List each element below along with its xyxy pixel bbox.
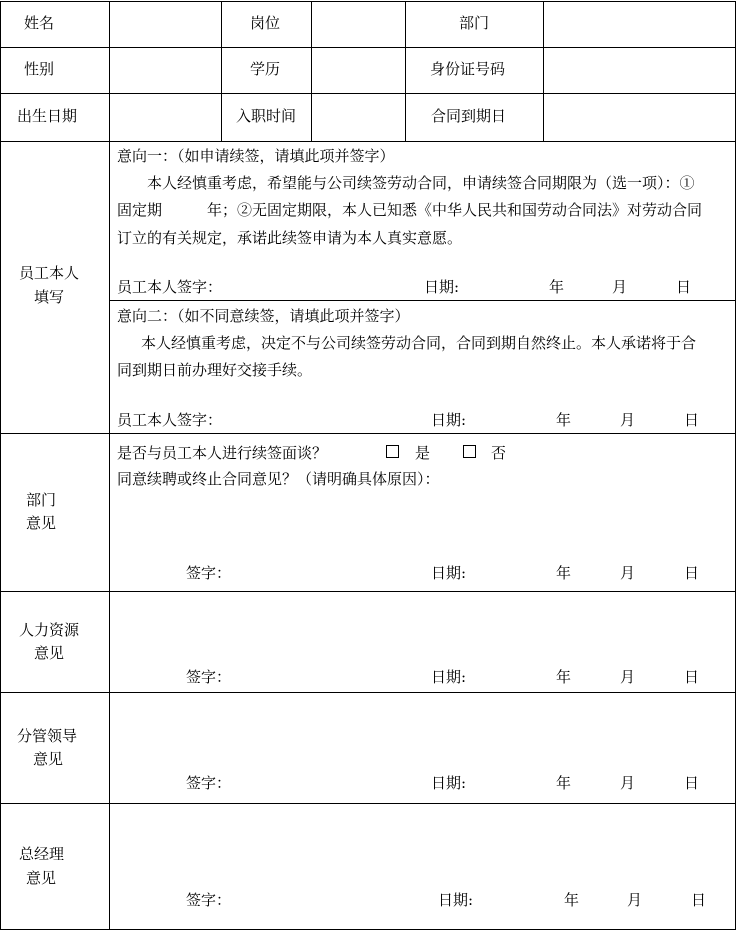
border-row6 — [0, 692, 736, 693]
gm-month: 月 — [627, 891, 643, 909]
id-number-field[interactable] — [545, 49, 734, 92]
hr-signature-label: 签字： — [186, 668, 232, 686]
option2-title: 意向二：（如不同意续签，请填此项并签字） — [117, 307, 410, 325]
gm-day: 日 — [691, 891, 707, 909]
leader-date-label: 日期: — [431, 774, 467, 792]
department-opinion-label: 部门 — [26, 491, 57, 509]
option1-title: 意向一：（如申请续签，请填此项并签字） — [117, 147, 395, 165]
leader-opinion-label: 分管领导 — [17, 727, 78, 745]
option1-month: 月 — [612, 278, 628, 296]
gm-signature-label: 签字： — [186, 891, 232, 909]
border-col4 — [405, 1, 406, 142]
border-col3 — [311, 1, 312, 142]
department-month: 月 — [620, 564, 636, 582]
gender-field[interactable] — [111, 49, 220, 92]
leader-month: 月 — [620, 774, 636, 792]
id-number-label: 身份证号码 — [430, 60, 506, 78]
border-row3 — [0, 141, 736, 142]
option1-text-line1: 本人经慎重考虑，希望能与公司续签劳动合同，申请续签合同期限为（选一项）：① — [147, 174, 695, 192]
position-label: 岗位 — [250, 14, 281, 32]
border-left — [0, 1, 1, 930]
gm-opinion-label-2: 意见 — [26, 869, 57, 887]
option2-text-line2: 同到期日前办理好交接手续。 — [117, 361, 313, 379]
border-top — [0, 1, 736, 2]
hr-month: 月 — [620, 668, 636, 686]
hr-opinion-label: 人力资源 — [19, 621, 80, 639]
hr-opinion-label-2: 意见 — [34, 644, 65, 662]
border-row2 — [0, 93, 736, 94]
border-bottom — [0, 929, 736, 930]
department-signature-label: 签字： — [186, 564, 232, 582]
option1-day: 日 — [676, 278, 692, 296]
name-field[interactable] — [111, 3, 220, 46]
option2-date-label: 日期: — [431, 411, 467, 429]
interview-yes-label: 是 — [415, 444, 431, 462]
education-field[interactable] — [313, 49, 404, 92]
border-col2 — [221, 1, 222, 142]
hr-date-label: 日期: — [431, 668, 467, 686]
contract-end-label: 合同到期日 — [431, 107, 507, 125]
option2-day: 日 — [684, 411, 700, 429]
border-col1 — [109, 1, 110, 930]
birth-date-field[interactable] — [111, 95, 220, 140]
interview-yes-checkbox[interactable] — [386, 445, 399, 458]
hr-year: 年 — [556, 668, 572, 686]
option1-text-line2: 固定期 年；②无固定期限，本人已知悉《中华人民共和国劳动合同法》对劳动合同 — [117, 201, 703, 219]
department-opinion-label-2: 意见 — [26, 514, 57, 532]
department-label: 部门 — [459, 14, 490, 32]
gm-date-label: 日期: — [438, 891, 474, 909]
border-row1 — [0, 47, 736, 48]
option1-date-label: 日期: — [424, 278, 460, 296]
interview-no-checkbox[interactable] — [463, 445, 476, 458]
border-right — [735, 1, 736, 930]
department-field[interactable] — [545, 3, 734, 46]
border-col5 — [543, 1, 544, 142]
leader-signature-label: 签字： — [186, 774, 232, 792]
contract-end-field[interactable] — [545, 95, 734, 140]
name-label: 姓名 — [24, 14, 55, 32]
border-row7 — [0, 803, 736, 804]
gender-label: 性别 — [24, 60, 55, 78]
education-label: 学历 — [250, 60, 281, 78]
leader-day: 日 — [684, 774, 700, 792]
employee-section-label: 员工本人 — [19, 264, 80, 282]
hire-date-label: 入职时间 — [236, 107, 297, 125]
option1-year: 年 — [549, 278, 565, 296]
department-day: 日 — [684, 564, 700, 582]
option2-year: 年 — [556, 411, 572, 429]
option2-text-line1: 本人经慎重考虑，决定不与公司续签劳动合同，合同到期自然终止。本人承诺将于合 — [141, 334, 697, 352]
department-year: 年 — [556, 564, 572, 582]
gm-opinion-label: 总经理 — [19, 845, 65, 863]
option1-text-line3: 订立的有关规定，承诺此续签申请为本人真实意愿。 — [117, 229, 463, 247]
option1-signature-label: 员工本人签字： — [117, 278, 223, 296]
employee-section-label-2: 填写 — [34, 288, 65, 306]
leader-opinion-label-2: 意见 — [33, 750, 64, 768]
option2-month: 月 — [620, 411, 636, 429]
department-date-label: 日期: — [431, 564, 467, 582]
department-opinion-question: 同意续聘或终止合同意见？（请明确具体原因）： — [117, 470, 440, 488]
interview-no-label: 否 — [491, 444, 507, 462]
leader-year: 年 — [556, 774, 572, 792]
position-field[interactable] — [313, 3, 404, 46]
border-employee-split — [109, 300, 736, 301]
border-row5 — [0, 591, 736, 592]
option2-signature-label: 员工本人签字： — [117, 411, 223, 429]
gm-year: 年 — [564, 891, 580, 909]
border-row4 — [0, 433, 736, 434]
birth-date-label: 出生日期 — [17, 107, 78, 125]
hire-date-field[interactable] — [313, 95, 404, 140]
hr-day: 日 — [684, 668, 700, 686]
interview-question: 是否与员工本人进行续签面谈？ — [117, 444, 328, 462]
